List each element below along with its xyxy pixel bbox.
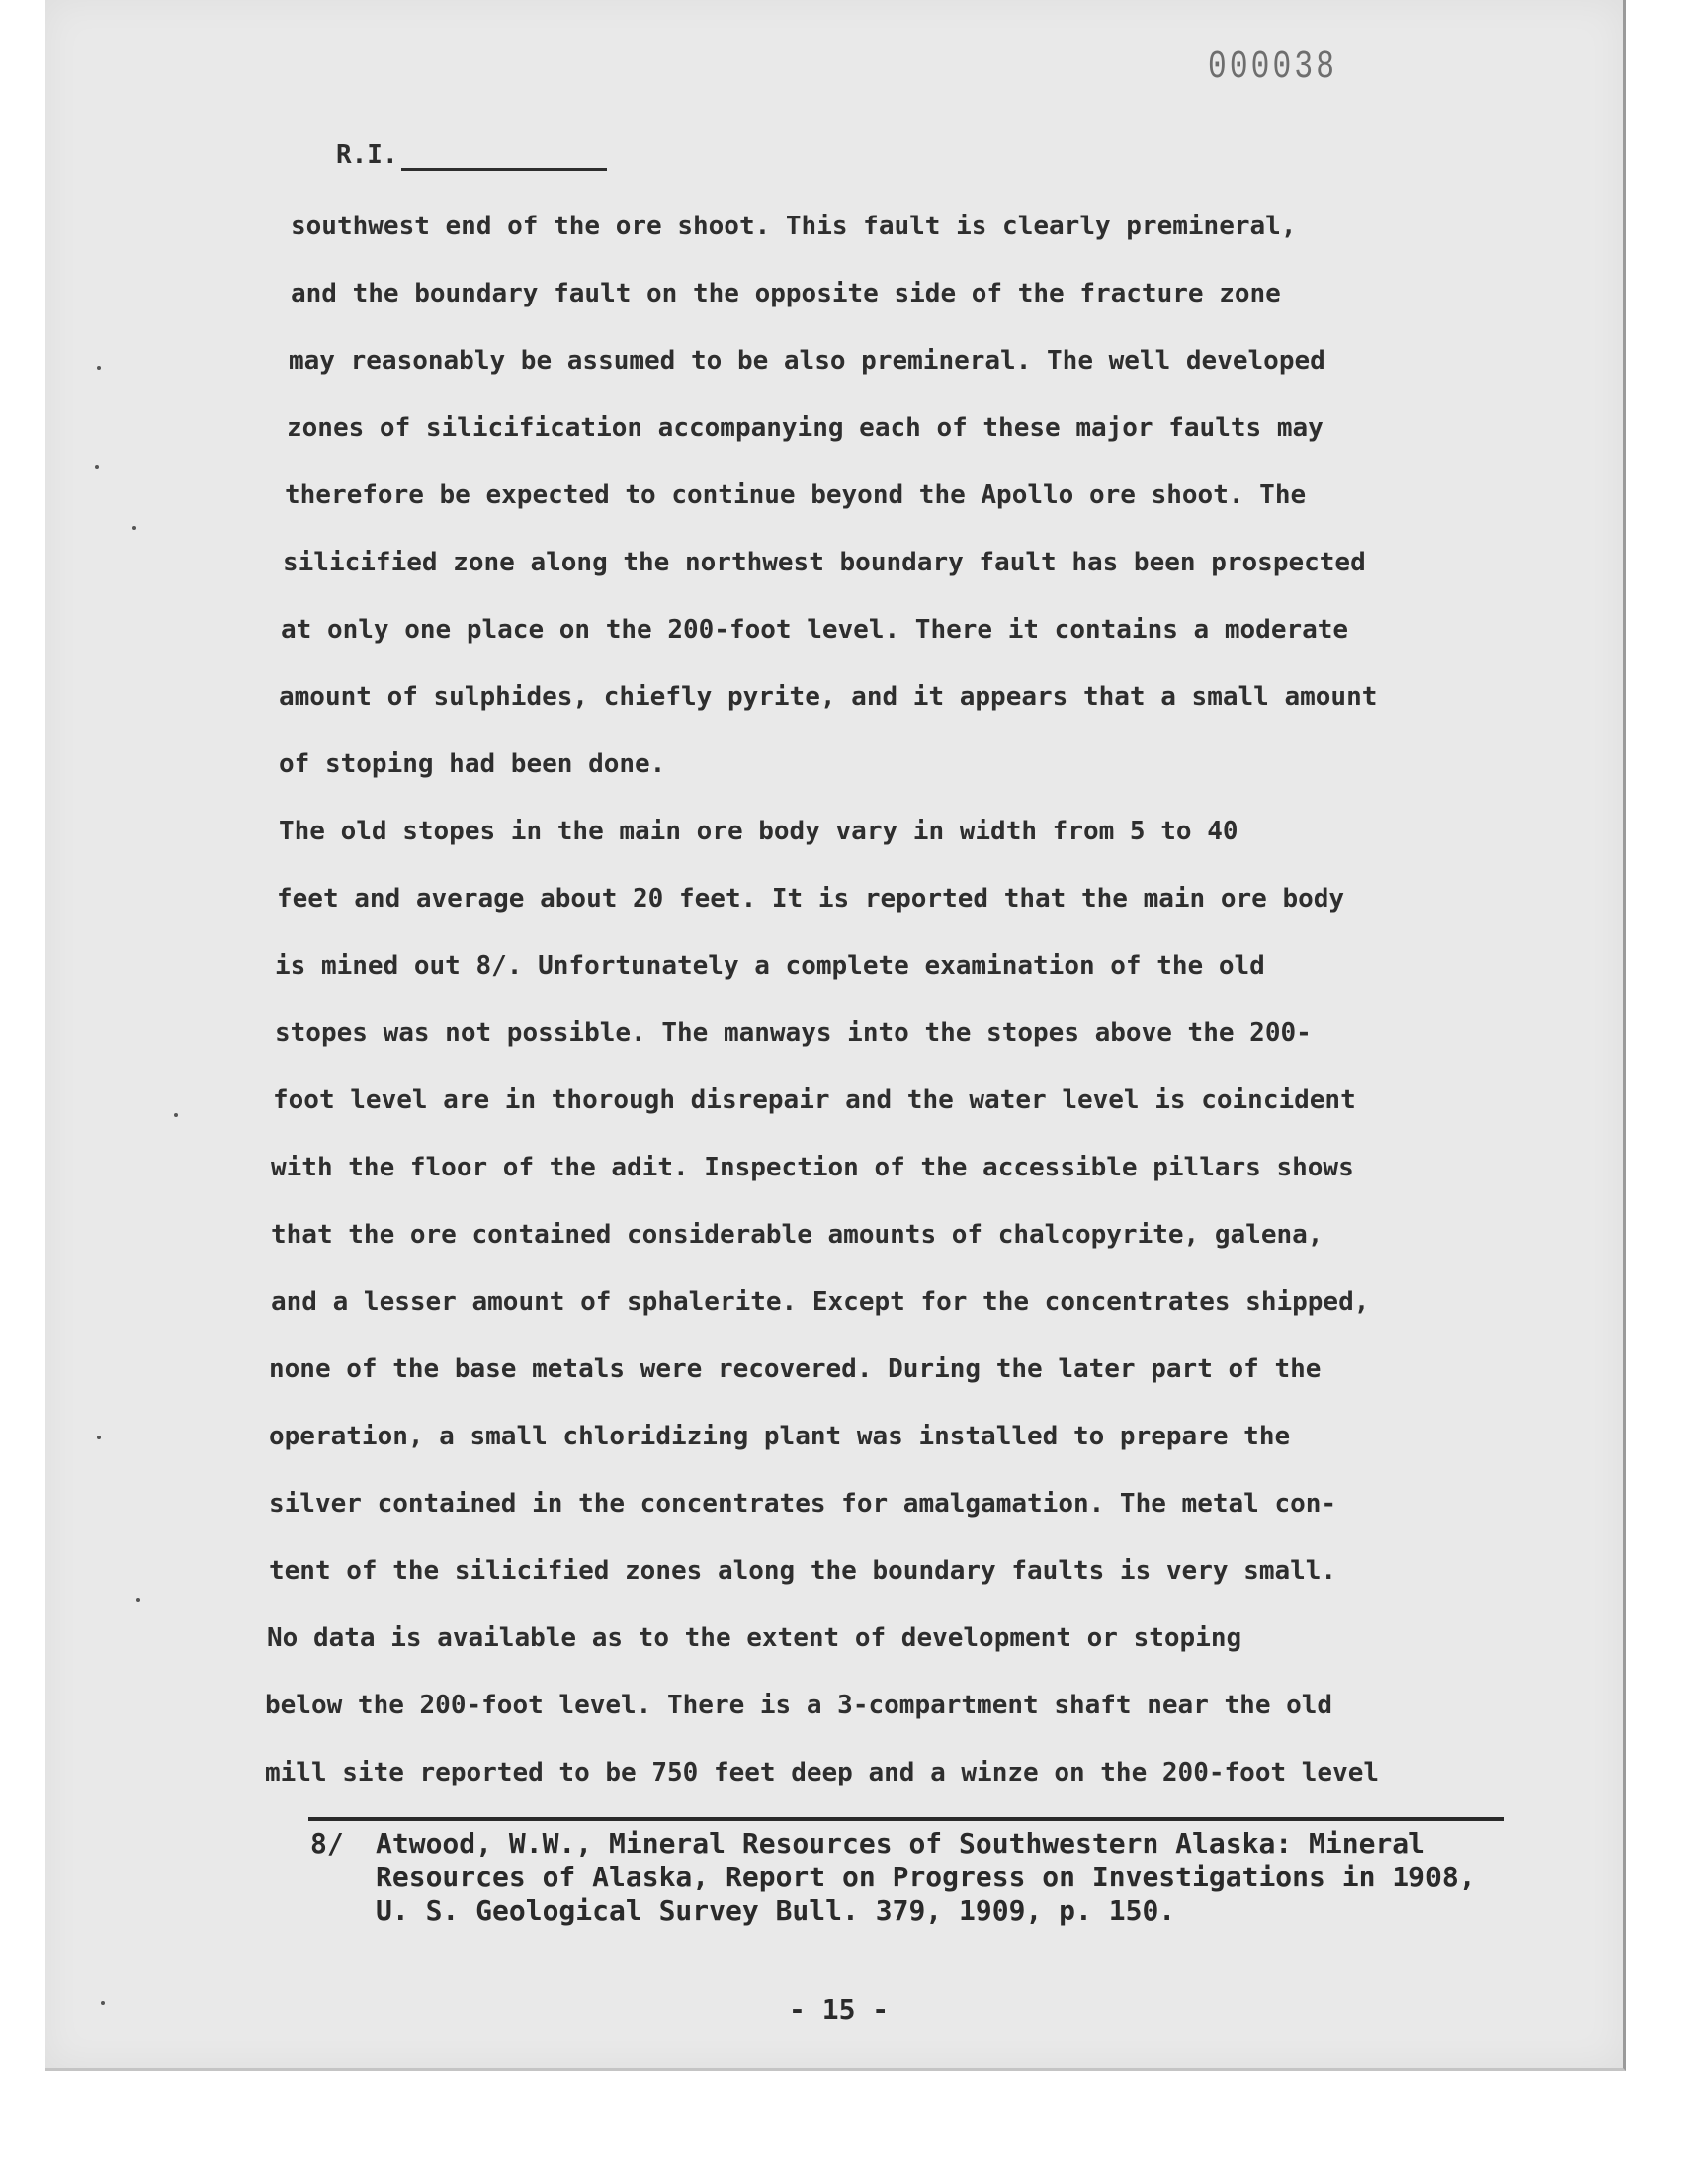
footnote-line: Resources of Alaska, Report on Progress on Investigations in 1908, [376, 1861, 1476, 1893]
footnote-line: U. S. Geological Survey Bull. 379, 1909, p. 150. [376, 1894, 1176, 1927]
footnote-rule [308, 1817, 1504, 1821]
text-line: mill site reported to be 750 feet deep and a winze on the 200-foot level [265, 1758, 1380, 1787]
footnote-mark: 8/ [310, 1827, 344, 1860]
report-label: R.I. [336, 140, 398, 170]
text-line: stopes was not possible. The manways into the stopes above the 200- [275, 1018, 1312, 1048]
scan-speck [97, 1436, 101, 1439]
scan-speck [95, 465, 99, 469]
text-line: No data is available as to the extent of development or stoping [267, 1623, 1242, 1653]
text-line: therefore be expected to continue beyond the Apollo ore shoot. The [285, 480, 1307, 510]
text-line: zones of silicification accompanying each of these major faults may [287, 413, 1324, 443]
text-line: that the ore contained considerable amounts of chalcopyrite, galena, [271, 1220, 1324, 1250]
text-line: operation, a small chloridizing plant was installed to prepare the [269, 1422, 1291, 1451]
text-line: The old stopes in the main ore body vary in width from 5 to 40 [279, 817, 1238, 846]
scan-speck [101, 2001, 105, 2005]
text-line: amount of sulphides, chiefly pyrite, and it appears that a small amount [279, 682, 1378, 712]
text-line: southwest end of the ore shoot. This fault is clearly premineral, [291, 212, 1297, 241]
page-stamp-number: 000038 [1208, 45, 1338, 90]
document-page [45, 0, 1626, 2071]
text-line: silicified zone along the northwest boundary fault has been prospected [283, 548, 1366, 577]
text-line: with the floor of the adit. Inspection of the accessible pillars shows [271, 1153, 1354, 1182]
scan-speck [136, 1598, 140, 1602]
text-line: of stoping had been done. [279, 749, 666, 779]
text-line: and the boundary fault on the opposite side of the fracture zone [291, 279, 1281, 308]
scan-speck [174, 1113, 178, 1117]
text-line: silver contained in the concentrates for amalgamation. The metal con- [269, 1489, 1337, 1519]
text-line: at only one place on the 200-foot level. There it contains a moderate [281, 615, 1349, 645]
page-number: - 15 - [789, 1993, 890, 2026]
text-line: feet and average about 20 feet. It is reported that the main ore body [277, 884, 1345, 914]
scan-speck [97, 366, 101, 370]
footnote-line: Atwood, W.W., Mineral Resources of Southwestern Alaska: Mineral [376, 1827, 1426, 1860]
report-number-blank [401, 168, 607, 171]
scan-speck [132, 526, 136, 530]
text-line: none of the base metals were recovered. During the later part of the [269, 1354, 1322, 1384]
text-line: is mined out 8/. Unfortunately a complete examination of the old [275, 951, 1265, 981]
text-line: and a lesser amount of sphalerite. Except for the concentrates shipped, [271, 1287, 1370, 1317]
text-line: below the 200-foot level. There is a 3-compartment shaft near the old [265, 1691, 1333, 1720]
text-line: may reasonably be assumed to be also premineral. The well developed [289, 346, 1325, 376]
text-line: foot level are in thorough disrepair and the water level is coincident [273, 1086, 1356, 1115]
text-line: tent of the silicified zones along the boundary faults is very small. [269, 1556, 1337, 1586]
